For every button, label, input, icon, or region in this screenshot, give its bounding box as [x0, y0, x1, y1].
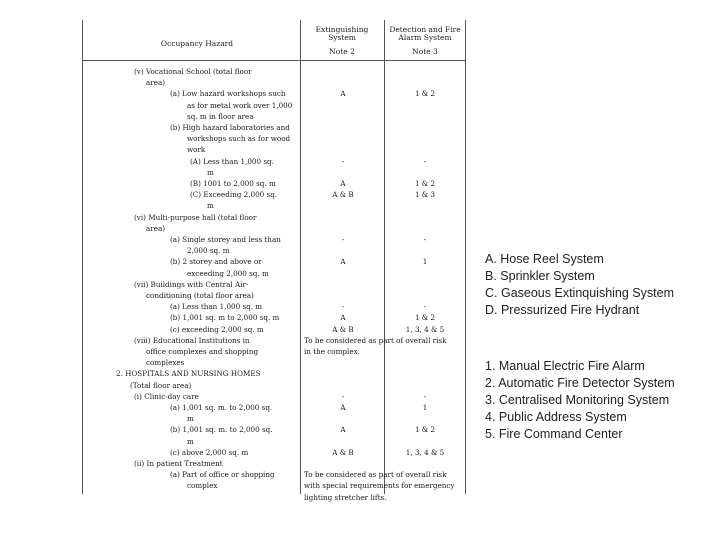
- table-cell-occupancy: (vi) Multi-purpose hall (total floor: [134, 212, 257, 222]
- scanned-table-image: [82, 20, 466, 502]
- table-border-right: [465, 20, 466, 494]
- table-cell-detection: 1 & 2: [414, 179, 436, 188]
- table-cell-extinguishing: A: [340, 425, 346, 435]
- table-cell-detection: 1 & 2: [414, 89, 436, 99]
- table-cell-extinguishing: -: [341, 156, 345, 166]
- table-cell-occupancy: area): [146, 78, 166, 88]
- table-cell-occupancy: (b) High hazard laboratories and: [170, 123, 290, 132]
- table-cell-detection: -: [423, 391, 427, 401]
- legend-alarm-systems: [485, 358, 675, 443]
- table-cell-extinguishing: in the complex.: [304, 347, 360, 356]
- table-cell-occupancy: (a) Single storey and less than: [170, 235, 281, 244]
- table-cell-occupancy: (B) 1001 to 2,000 sq. m: [190, 179, 276, 188]
- table-cell-occupancy: (ii) In patient Treatment: [134, 459, 223, 468]
- table-cell-detection: -: [423, 156, 427, 166]
- table-border-left: [82, 20, 83, 494]
- legend-item: 1. Manual Electric Fire Alarm: [485, 359, 645, 373]
- table-cell-detection: 1 & 3: [414, 190, 436, 200]
- table-cell-extinguishing: A & B: [332, 324, 354, 334]
- table-cell-occupancy: (vii) Buildings with Central Air-: [134, 279, 249, 289]
- table-cell-occupancy: (a) Part of office or shopping: [170, 470, 275, 480]
- table-cell-detection: 1, 3, 4 & 5: [405, 324, 445, 334]
- table-cell-extinguishing: To be considered as part of overall risk: [304, 335, 447, 345]
- table-cell-occupancy: (A) Less than 1,000 sq.: [190, 156, 274, 166]
- table-cell-extinguishing: -: [341, 302, 345, 312]
- column-divider-1: [300, 20, 301, 494]
- table-cell-occupancy: (a) 1,001 sq. m. to 2,000 sq.: [170, 403, 273, 412]
- table-cell-extinguishing: with special requirements for emergency: [304, 481, 455, 491]
- header-extinguishing-note: Note 2: [329, 47, 355, 56]
- table-cell-occupancy: (Total floor area): [130, 380, 192, 390]
- table-cell-occupancy: conditioning (total floor area): [146, 291, 254, 300]
- table-cell-extinguishing: lighting stretcher lifts.: [304, 492, 387, 502]
- header-detection-note: Note 3: [412, 47, 438, 56]
- table-cell-detection: -: [423, 302, 427, 312]
- table-cell-occupancy: sq. m in floor area: [187, 111, 254, 121]
- table-cell-occupancy: as for metal work over 1,000: [187, 100, 293, 110]
- table-cell-occupancy: area): [146, 223, 166, 233]
- table-cell-extinguishing: A: [340, 313, 346, 323]
- legend-item: 3. Centralised Monitoring System: [485, 393, 670, 407]
- table-cell-occupancy: complexes: [146, 358, 185, 368]
- table-cell-detection: -: [423, 235, 427, 244]
- table-cell-detection: 1 & 2: [414, 425, 436, 435]
- table-cell-detection: 1: [422, 257, 428, 267]
- table-cell-occupancy: (a) Low hazard workshops such: [170, 89, 286, 99]
- table-cell-occupancy: workshops such as for wood: [187, 134, 291, 144]
- header-extinguishing: Extinguishing System: [315, 25, 369, 42]
- table-cell-detection: 1: [422, 403, 428, 412]
- table-cell-occupancy: (C) Exceeding 2,000 sq.: [190, 190, 278, 200]
- table-cell-occupancy: complex: [187, 481, 218, 491]
- table-cell-occupancy: m: [207, 201, 214, 211]
- header-divider: [82, 60, 466, 61]
- legend-item: 5. Fire Command Center: [485, 427, 623, 441]
- header-detection: Detection and Fire Alarm System: [389, 25, 461, 42]
- table-cell-extinguishing: A: [340, 257, 346, 267]
- table-cell-occupancy: (b) 1,001 sq. m. to 2,000 sq.: [170, 425, 273, 435]
- table-cell-extinguishing: -: [341, 235, 345, 244]
- column-divider-2: [384, 20, 385, 494]
- legend-extinguishing-systems: [485, 251, 674, 319]
- table-cell-extinguishing: A & B: [332, 190, 354, 200]
- table-cell-detection: 1, 3, 4 & 5: [405, 447, 445, 457]
- legend-item: 4. Public Address System: [485, 410, 627, 424]
- table-cell-extinguishing: A & B: [332, 447, 354, 457]
- table-cell-occupancy: (i) Clinic-day care: [134, 391, 199, 401]
- table-cell-occupancy: office complexes and shopping: [146, 347, 259, 356]
- table-cell-occupancy: m: [187, 414, 194, 424]
- table-cell-occupancy: m: [207, 167, 214, 177]
- table-cell-extinguishing: A: [340, 179, 346, 188]
- table-cell-occupancy: (c) exceeding 2,000 sq. m: [170, 324, 264, 334]
- table-cell-extinguishing: -: [341, 391, 345, 401]
- table-cell-occupancy: work: [187, 145, 206, 155]
- table-cell-occupancy: (b) 2 storey and above or: [170, 257, 262, 267]
- legend-item: B. Sprinkler System: [485, 269, 595, 283]
- table-cell-occupancy: (viii) Educational Institutions in: [134, 335, 250, 345]
- table-cell-occupancy: (c) above 2,000 sq. m: [170, 447, 249, 457]
- legend-item: C. Gaseous Extinquishing System: [485, 286, 674, 300]
- table-cell-occupancy: (v) Vocational School (total floor: [134, 67, 252, 76]
- table-cell-occupancy: 2. HOSPITALS AND NURSING HOMES: [116, 369, 261, 379]
- table-cell-occupancy: (b) 1,001 sq. m to 2,000 sq. m: [170, 313, 280, 323]
- legend-item: A. Hose Reel System: [485, 252, 604, 266]
- table-cell-occupancy: (a) Less than 1,000 sq. m: [170, 302, 263, 312]
- legend-item: 2. Automatic Fire Detector System: [485, 376, 675, 390]
- legend-item: D. Pressurized Fire Hydrant: [485, 303, 640, 317]
- table-cell-extinguishing: To be considered as part of overall risk: [304, 470, 447, 480]
- table-cell-occupancy: 2,000 sq. m: [187, 246, 230, 256]
- table-cell-occupancy: exceeding 2,000 sq. m: [187, 268, 269, 278]
- table-cell-detection: 1 & 2: [414, 313, 436, 323]
- table-cell-occupancy: m: [187, 436, 194, 446]
- table-cell-extinguishing: A: [340, 89, 346, 99]
- header-occupancy: Occupancy Hazard: [160, 39, 234, 48]
- table-cell-extinguishing: A: [340, 403, 346, 412]
